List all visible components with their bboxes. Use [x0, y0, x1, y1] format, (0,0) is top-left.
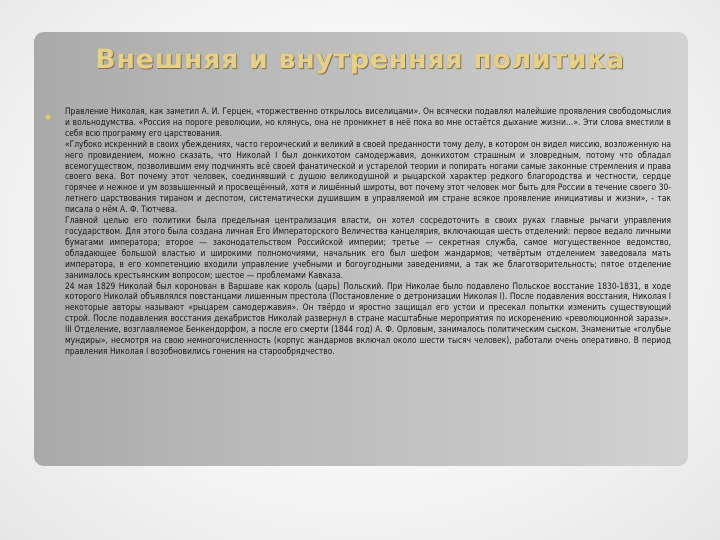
paragraph-4: 24 мая 1829 Николай был коронован в Варшаве как король (царь) Польский. При Николае было подавлено Польское восстание 1830-1831, в ходе которого Николай объявлялся повстанцами лишенным престола (Постановление о детронизации Николая I). После подавления восстания, Николая I некоторые авторы называют «рыцарем самодержавия». Он твёрдо и яростно защищал его устои и пресекал попытки изменить существующий строй. После подавления восстания декабристов Николай развернул в стране масштабные мероприятия по искоренению «революционной заразы». III Отделение, возглавляемое Бенкендорфом, а после его смерти (1844 год) А. Ф. Орловым, занималось политическим сыском. Знаменитые «голубые мундиры», несмотря на свою немногочисленность (корпус жандармов включал около шести тысяч человек), работали очень оперативно. В период правления Николая I возобновились гонения на старообрядчество.	[65, 280, 671, 356]
paragraph-3: Главной целью его политики была предельная централизация власти, он хотел сосредоточить в своих руках главные рычаги управления государством. Для этого была создана личная Его Императорского Величества канцелярия, включающая шесть отделений: первое ведало личными бумагами императора; второе — законодательством Российской империи; третье — секретная служба, самое могущественное ведомство, обладающее большой властью и широкими полномочиями, начальник его был шефом жандармов; четвёртым отделением заведовала мать императора, в его компетенцию входили управление учебными и богоугодными заведениями, а так же благотворительность; пятое отделение занималось крестьянским вопросом; шестое — проблемами Кавказа.	[65, 215, 671, 280]
body-text	[65, 106, 671, 357]
paragraph-1: Правление Николая, как заметил А. И. Герцен, «торжественно открылось виселицами». Он всячески подавлял малейшие проявления свободомыслия и вольнодумства. «Россия на пороге революции, но клянусь, она не проникнет в неё пока во мне остаётся дыхание жизни…». Эти слова вместили в себя всю программу его царствования.	[65, 106, 671, 138]
slide-title: Внешняя и внутренняя политика	[95, 44, 625, 75]
paragraph-2: «Глубоко искренний в своих убеждениях, часто героический и великий в своей преданности тому делу, в котором он видел миссию, возложенную на него провидением, можно сказать, что Николай I был донкихотом самодержавия, донкихотом страшным и зловредным, потому что обладал всемогуществом, позволившим ему подчинять всё своей фанатической и устарелой теории и попирать ногами самые законные стремления и права своего века. Вот почему этот человек, соединявший с душою великодушной и рыцарской характер редкого благородства и честности, сердце горячее и нежное и ум возвышенный и просвещённый, хотя и лишённый широты, вот почему этот человек мог быть для России в течение своего 30-летнего царствования тираном и деспотом, систематически душившим в управляемой им стране всякое проявление инициативы и жизни», - так писала о нём А. Ф. Тютчева.	[65, 138, 671, 215]
bullet-icon	[45, 114, 51, 120]
